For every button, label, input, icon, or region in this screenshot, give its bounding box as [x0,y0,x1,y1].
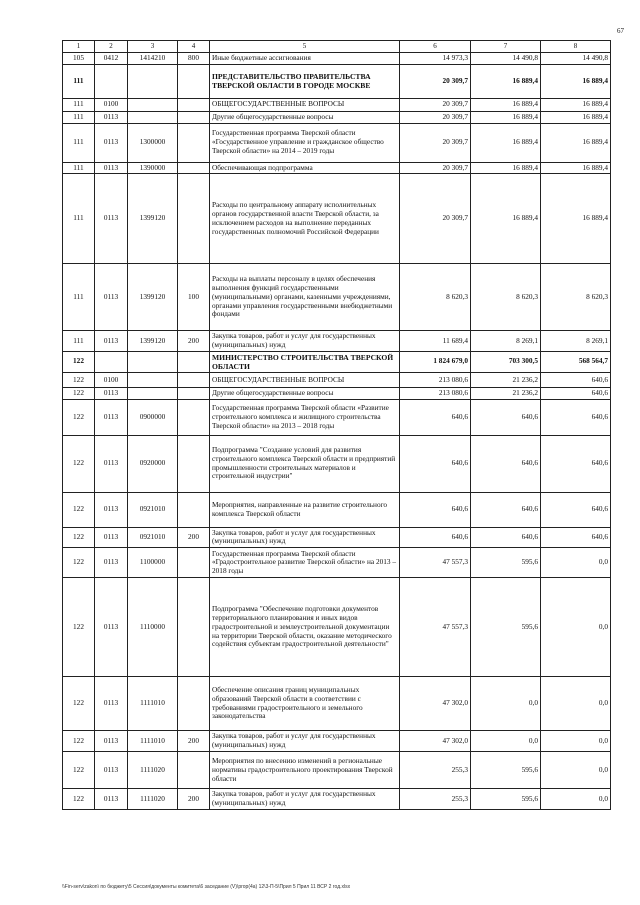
section-code-cell: 111 [63,98,95,111]
subsection-code-cell: 0113 [95,677,128,731]
amount-year2-cell: 640,6 [471,492,541,527]
amount-year2-cell: 703 300,5 [471,351,541,372]
amount-year1-cell: 47 302,0 [400,731,471,752]
section-code-cell: 105 [63,53,95,65]
description-cell: Подпрограмма "Создание условий для развития строительного комплекса Тверской области и предприятий промышленности строительных материалов и строительной индустрии" [210,435,400,492]
amount-year1-cell: 213 080,6 [400,387,471,399]
target-article-cell [128,351,178,372]
amount-year2-cell: 640,6 [471,527,541,548]
section-code-cell: 111 [63,331,95,352]
amount-year1-cell: 255,3 [400,752,471,789]
section-code-cell: 111 [63,111,95,123]
description-cell: Иные бюджетные ассигнования [210,53,400,65]
target-article-cell: 1111020 [128,752,178,789]
amount-year3-cell: 640,6 [541,399,611,435]
amount-year2-cell: 16 889,4 [471,123,541,162]
amount-year2-cell: 595,6 [471,789,541,810]
description-cell: МИНИСТЕРСТВО СТРОИТЕЛЬСТВА ТВЕРСКОЙ ОБЛАСТИ [210,351,400,372]
table-row [63,731,611,752]
description-cell: ОБЩЕГОСУДАРСТВЕННЫЕ ВОПРОСЫ [210,372,400,387]
header-row [63,41,611,53]
subsection-code-cell: 0113 [95,731,128,752]
target-article-cell: 1300000 [128,123,178,162]
table-row [63,162,611,174]
expense-type-cell [178,98,210,111]
target-article-cell: 0920000 [128,435,178,492]
amount-year3-cell: 16 889,4 [541,162,611,174]
table-row [63,677,611,731]
section-code-cell: 122 [63,399,95,435]
amount-year2-cell: 16 889,4 [471,111,541,123]
amount-year3-cell: 8 269,1 [541,331,611,352]
table-row [63,264,611,331]
description-cell: Обеспечивающая подпрограмма [210,162,400,174]
amount-year1-cell: 8 620,3 [400,264,471,331]
target-article-cell: 1399120 [128,331,178,352]
header-cell: 3 [128,41,178,53]
table-row [63,372,611,387]
description-cell: Другие общегосударственные вопросы [210,111,400,123]
amount-year3-cell: 16 889,4 [541,111,611,123]
amount-year2-cell: 16 889,4 [471,64,541,98]
budget-table [62,40,611,810]
amount-year3-cell: 0,0 [541,548,611,578]
section-code-cell: 122 [63,548,95,578]
amount-year3-cell: 0,0 [541,578,611,677]
amount-year1-cell: 47 557,3 [400,548,471,578]
subsection-code-cell: 0113 [95,162,128,174]
subsection-code-cell: 0113 [95,387,128,399]
amount-year1-cell: 20 309,7 [400,162,471,174]
description-cell: Закупка товаров, работ и услуг для государственных (муниципальных) нужд [210,731,400,752]
expense-type-cell: 200 [178,789,210,810]
table-row [63,435,611,492]
section-code-cell: 111 [63,162,95,174]
description-cell: Другие общегосударственные вопросы [210,387,400,399]
expense-type-cell: 100 [178,264,210,331]
target-article-cell [128,387,178,399]
target-article-cell: 0900000 [128,399,178,435]
table-body [63,53,611,810]
amount-year3-cell: 16 889,4 [541,98,611,111]
section-code-cell: 122 [63,492,95,527]
section-code-cell: 122 [63,351,95,372]
subsection-code-cell: 0113 [95,527,128,548]
expense-type-cell: 200 [178,731,210,752]
expense-type-cell: 200 [178,527,210,548]
amount-year3-cell: 14 490,8 [541,53,611,65]
expense-type-cell [178,64,210,98]
amount-year1-cell: 1 824 679,0 [400,351,471,372]
amount-year3-cell: 16 889,4 [541,174,611,264]
description-cell: ОБЩЕГОСУДАРСТВЕННЫЕ ВОПРОСЫ [210,98,400,111]
amount-year3-cell: 0,0 [541,789,611,810]
target-article-cell [128,64,178,98]
amount-year1-cell: 14 973,3 [400,53,471,65]
section-code-cell: 122 [63,372,95,387]
table-row [63,331,611,352]
expense-type-cell [178,123,210,162]
description-cell: Закупка товаров, работ и услуг для государственных (муниципальных) нужд [210,789,400,810]
amount-year2-cell: 14 490,8 [471,53,541,65]
target-article-cell [128,372,178,387]
table-row [63,387,611,399]
amount-year3-cell: 640,6 [541,527,611,548]
amount-year1-cell: 20 309,7 [400,64,471,98]
expense-type-cell [178,387,210,399]
target-article-cell: 1111010 [128,731,178,752]
description-cell: Закупка товаров, работ и услуг для государственных (муниципальных) нужд [210,527,400,548]
section-code-cell: 122 [63,435,95,492]
amount-year3-cell: 640,6 [541,387,611,399]
header-cell: 1 [63,41,95,53]
description-cell: Государственная программа Тверской области «Государственное управление и гражданское общество Тверской области» на 2014 – 2019 годы [210,123,400,162]
amount-year2-cell: 8 269,1 [471,331,541,352]
subsection-code-cell [95,64,128,98]
expense-type-cell [178,162,210,174]
section-code-cell: 122 [63,387,95,399]
amount-year3-cell: 0,0 [541,752,611,789]
target-article-cell [128,98,178,111]
subsection-code-cell: 0113 [95,789,128,810]
expense-type-cell: 200 [178,331,210,352]
expense-type-cell [178,492,210,527]
amount-year1-cell: 47 557,3 [400,578,471,677]
subsection-code-cell: 0100 [95,372,128,387]
description-cell: Государственная программа Тверской области «Развитие строительного комплекса и жилищного строительства Тверской области» на 2013 – 2018 годы [210,399,400,435]
amount-year3-cell: 0,0 [541,731,611,752]
amount-year2-cell: 16 889,4 [471,98,541,111]
expense-type-cell [178,174,210,264]
page-number: 67 [617,27,624,35]
target-article-cell: 1100000 [128,548,178,578]
table-row [63,64,611,98]
amount-year1-cell: 11 689,4 [400,331,471,352]
amount-year3-cell: 640,6 [541,492,611,527]
subsection-code-cell: 0113 [95,111,128,123]
header-cell: 8 [541,41,611,53]
amount-year2-cell: 8 620,3 [471,264,541,331]
table-row [63,123,611,162]
expense-type-cell: 800 [178,53,210,65]
table-row [63,752,611,789]
section-code-cell: 122 [63,677,95,731]
target-article-cell: 1111020 [128,789,178,810]
expense-type-cell [178,677,210,731]
amount-year3-cell: 0,0 [541,677,611,731]
target-article-cell: 0921010 [128,527,178,548]
target-article-cell: 1399120 [128,174,178,264]
table-row [63,174,611,264]
table-row [63,53,611,65]
target-article-cell: 0921010 [128,492,178,527]
header-cell: 4 [178,41,210,53]
subsection-code-cell: 0113 [95,548,128,578]
amount-year2-cell: 0,0 [471,677,541,731]
subsection-code-cell: 0113 [95,752,128,789]
expense-type-cell [178,548,210,578]
amount-year2-cell: 16 889,4 [471,162,541,174]
expense-type-cell [178,111,210,123]
description-cell: ПРЕДСТАВИТЕЛЬСТВО ПРАВИТЕЛЬСТВА ТВЕРСКОЙ ОБЛАСТИ В ГОРОДЕ МОСКВЕ [210,64,400,98]
amount-year3-cell: 568 564,7 [541,351,611,372]
amount-year2-cell: 640,6 [471,435,541,492]
description-cell: Расходы на выплаты персоналу в целях обеспечения выполнения функций государственными (муниципальными) органами, казенными учреждениями, органами управления государственными внебюджетными фондами [210,264,400,331]
amount-year1-cell: 640,6 [400,399,471,435]
table-row [63,98,611,111]
table-row [63,492,611,527]
section-code-cell: 122 [63,789,95,810]
amount-year3-cell: 8 620,3 [541,264,611,331]
footer-file-path: \\Fin-serv\zakon\ по бюджету\5 Сессия\документы комитета\6 заседание (V)\prop(4a) 12\3-П-5\Прил 5 Прил 11 ВСР 2 год.xlsx [62,884,351,890]
amount-year3-cell: 16 889,4 [541,64,611,98]
section-code-cell: 122 [63,731,95,752]
header-cell: 2 [95,41,128,53]
description-cell: Подпрограмма "Обеспечение подготовки документов территориального планирования и иных видов градостроительной и землеустроительной документации на территории Тверской области, оказание методического содействия субъектам градостроительной деятельности" [210,578,400,677]
table-row [63,111,611,123]
amount-year1-cell: 47 302,0 [400,677,471,731]
amount-year1-cell: 20 309,7 [400,98,471,111]
subsection-code-cell: 0113 [95,264,128,331]
amount-year2-cell: 595,6 [471,752,541,789]
section-code-cell: 111 [63,123,95,162]
section-code-cell: 111 [63,64,95,98]
amount-year1-cell: 640,6 [400,435,471,492]
header-cell: 6 [400,41,471,53]
target-article-cell [128,111,178,123]
amount-year2-cell: 0,0 [471,731,541,752]
description-cell: Обеспечение описания границ муниципальных образований Тверской области в соответствии с требованиями градостроительного и земельного законодательства [210,677,400,731]
table-row [63,527,611,548]
expense-type-cell [178,435,210,492]
section-code-cell: 111 [63,174,95,264]
amount-year1-cell: 213 080,6 [400,372,471,387]
table-row [63,399,611,435]
expense-type-cell [178,399,210,435]
description-cell: Мероприятия по внесению изменений в региональные нормативы градостроительного проектирования Тверской области [210,752,400,789]
table-row [63,351,611,372]
section-code-cell: 122 [63,752,95,789]
amount-year1-cell: 640,6 [400,492,471,527]
amount-year1-cell: 255,3 [400,789,471,810]
expense-type-cell [178,372,210,387]
expense-type-cell [178,578,210,677]
amount-year2-cell: 21 236,2 [471,387,541,399]
amount-year3-cell: 16 889,4 [541,123,611,162]
expense-type-cell [178,351,210,372]
section-code-cell: 111 [63,264,95,331]
amount-year2-cell: 595,6 [471,578,541,677]
table-row [63,548,611,578]
amount-year2-cell: 21 236,2 [471,372,541,387]
description-cell: Государственная программа Тверской области «Градостроительное развитие Тверской области» на 2013 – 2018 годы [210,548,400,578]
subsection-code-cell: 0412 [95,53,128,65]
section-code-cell: 122 [63,527,95,548]
amount-year2-cell: 16 889,4 [471,174,541,264]
subsection-code-cell: 0113 [95,435,128,492]
section-code-cell: 122 [63,578,95,677]
amount-year1-cell: 640,6 [400,527,471,548]
description-cell: Расходы по центральному аппарату исполнительных органов государственной власти Тверской области, за исключением расходов на выполнение переданных государственных полномочий Российской Федерации [210,174,400,264]
amount-year1-cell: 20 309,7 [400,111,471,123]
header-cell: 7 [471,41,541,53]
subsection-code-cell: 0113 [95,578,128,677]
subsection-code-cell: 0113 [95,399,128,435]
target-article-cell: 1111010 [128,677,178,731]
amount-year3-cell: 640,6 [541,435,611,492]
target-article-cell: 1399120 [128,264,178,331]
amount-year3-cell: 640,6 [541,372,611,387]
description-cell: Мероприятия, направленные на развитие строительного комплекса Тверской области [210,492,400,527]
description-cell: Закупка товаров, работ и услуг для государственных (муниципальных) нужд [210,331,400,352]
amount-year2-cell: 640,6 [471,399,541,435]
target-article-cell: 1414210 [128,53,178,65]
amount-year1-cell: 20 309,7 [400,123,471,162]
subsection-code-cell: 0100 [95,98,128,111]
subsection-code-cell: 0113 [95,174,128,264]
target-article-cell: 1390000 [128,162,178,174]
expense-type-cell [178,752,210,789]
target-article-cell: 1110000 [128,578,178,677]
subsection-code-cell: 0113 [95,331,128,352]
amount-year1-cell: 20 309,7 [400,174,471,264]
subsection-code-cell: 0113 [95,123,128,162]
table-row [63,789,611,810]
subsection-code-cell: 0113 [95,492,128,527]
header-cell: 5 [210,41,400,53]
amount-year2-cell: 595,6 [471,548,541,578]
subsection-code-cell [95,351,128,372]
table-row [63,578,611,677]
